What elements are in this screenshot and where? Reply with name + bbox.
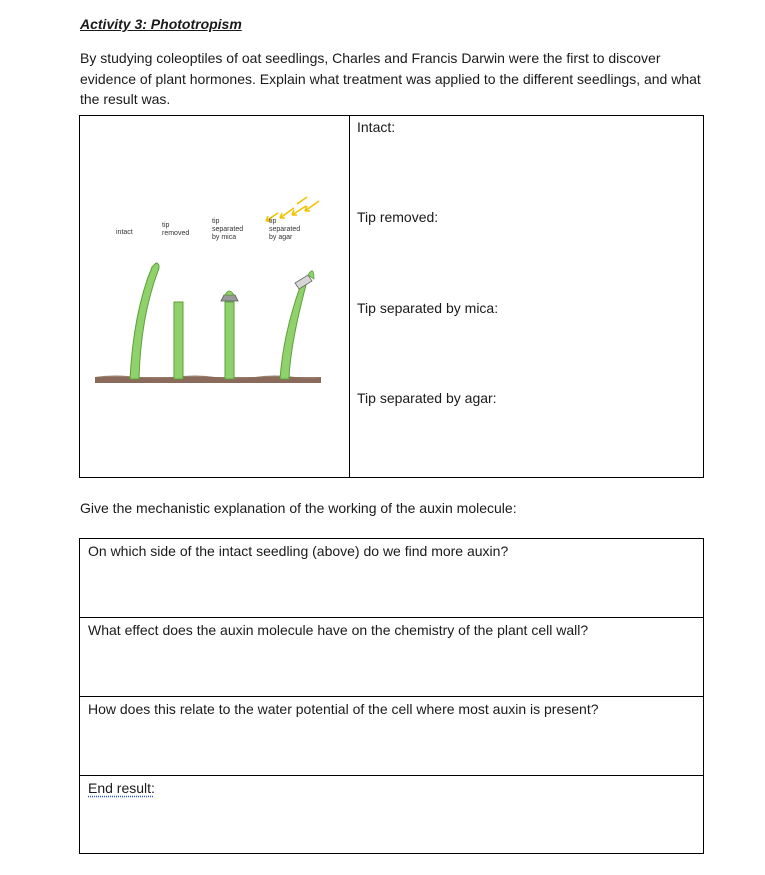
seedling-mica xyxy=(225,302,234,379)
seedling-figure xyxy=(80,116,350,477)
treatment-table xyxy=(79,115,704,478)
question-text: What effect does the auxin molecule have on the chemistry of the plant cell wall? xyxy=(88,622,589,638)
label-agar-2: separated xyxy=(269,226,301,233)
question-text: How does this relate to the water potential of the cell where most auxin is present? xyxy=(88,701,599,717)
activity-title: Activity 3: Phototropism xyxy=(80,16,242,32)
label-tip-removed-1: tip xyxy=(162,222,170,229)
question-text: On which side of the intact seedling (above) do we find more auxin? xyxy=(88,543,509,559)
answer-label-intact: Intact: xyxy=(357,119,396,135)
label-mica-2: separated xyxy=(212,226,244,233)
mechanism-prompt: Give the mechanistic explanation of the working of the auxin molecule: xyxy=(80,500,517,516)
answer-label-mica: Tip separated by mica: xyxy=(357,300,499,316)
question-water-potential xyxy=(80,697,703,776)
question-end-result xyxy=(80,776,703,855)
seedling-tip-removed xyxy=(174,302,183,379)
label-intact: intact xyxy=(116,229,133,236)
question-auxin-side xyxy=(80,539,703,618)
question-text: End result: xyxy=(88,780,155,796)
seedling-agar xyxy=(280,285,306,379)
label-agar-1: tip xyxy=(269,218,277,225)
mechanism-table xyxy=(79,538,704,854)
label-mica-1: tip xyxy=(212,218,220,225)
label-tip-removed-2: removed xyxy=(162,230,190,237)
mica-tip xyxy=(225,291,234,295)
label-agar-3: by agar xyxy=(269,234,293,241)
question-cell-wall xyxy=(80,618,703,697)
seedling-intact xyxy=(130,263,159,379)
label-mica-3: by mica xyxy=(212,234,237,241)
answer-label-tip-removed: Tip removed: xyxy=(357,209,439,225)
coleoptile-diagram xyxy=(92,191,324,431)
mica-plate-icon xyxy=(221,295,238,301)
activity-intro: By studying coleoptiles of oat seedlings, Charles and Francis Darwin were the first to discover evidence of plant hormones. Explain what treatment was applied to the different seedlings, and what the result was. xyxy=(80,50,701,107)
answer-label-agar: Tip separated by agar: xyxy=(357,390,497,406)
